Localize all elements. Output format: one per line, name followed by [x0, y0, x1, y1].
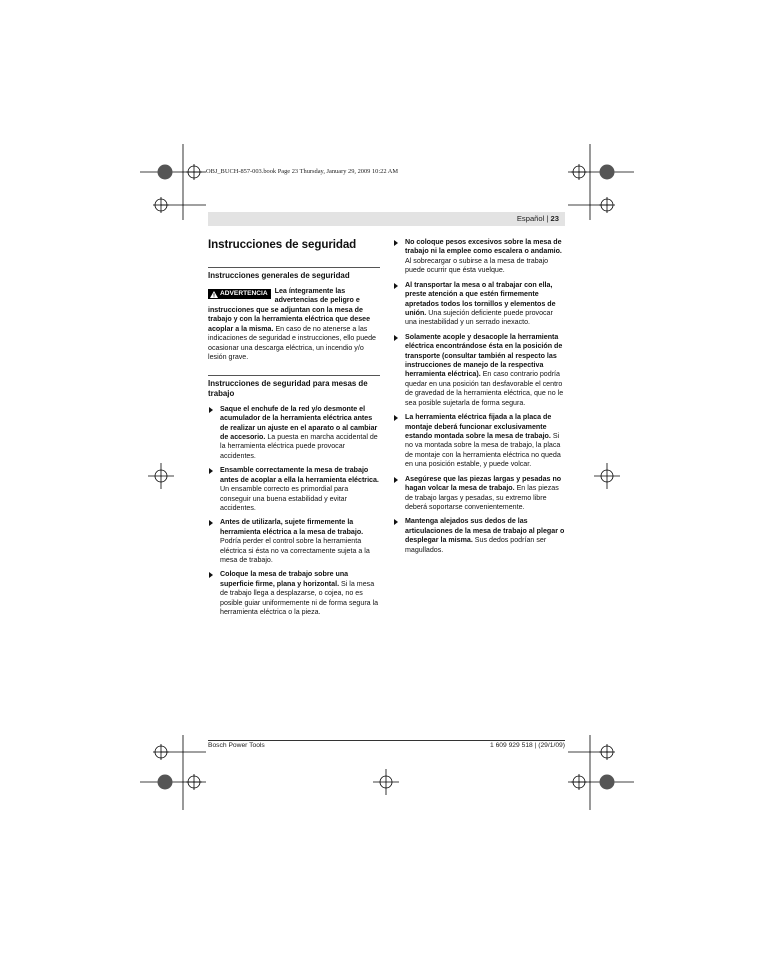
item-text: Un ensamble correcto es primordial para conseguir una buena estabilidad y evitar accidentes. — [220, 485, 349, 512]
warning-text: En caso de no atenerse a las indicaciones de seguridad e instrucciones, ello puede ocasionar una descarga eléctrica, un incendio y/o lesión grave. — [208, 324, 376, 362]
item-text: Si la mesa de trabajo llega a desplazarse, o cojea, no es posible guiar uniformemente ni de forma segura la herramienta eléctrica o la pieza. — [220, 579, 379, 617]
table-safety-heading: Instrucciones de seguridad para mesas de trabajo — [208, 378, 368, 398]
divider — [208, 267, 380, 268]
item-bold: La herramienta eléctrica fijada a la placa de montaje deberá funcionar exclusivamente estando montada sobre la mesa de trabajo. — [405, 413, 552, 440]
warning-paragraph — [208, 287, 380, 363]
page-number: 23 — [550, 214, 559, 223]
warning-bold-text: Lea íntegramente las advertencias de peligro e instrucciones que se adjuntan con la mesa de trabajo y con la herramienta eléctrica que desee acoplar a la misma. — [208, 287, 371, 333]
page-title: Instrucciones de seguridad — [208, 238, 357, 251]
item-bold: Asegúrese que las piezas largas y pesadas no hagan volcar la mesa de trabajo. — [405, 474, 562, 493]
item-bold: Saque el enchufe de la red y/o desmonte el acumulador de la herramienta eléctrica antes de realizar un ajuste en el aparato o al cambiar de accesorio. — [220, 404, 378, 441]
list-item — [208, 518, 380, 565]
footer-code: 1 609 929 518 | (29/1/09) — [490, 742, 565, 749]
item-text: En caso contrario podría quedar en una posición tan desfavorable el centro de gravedad de la herramienta eléctrica, que no le sea posible sujetarla de forma segura. — [405, 370, 564, 407]
item-bold: Coloque la mesa de trabajo sobre una superficie firme, plana y horizontal. — [220, 570, 349, 588]
item-text: Una sujeción deficiente puede provocar una inestabilidad y un serrado inexacto. — [405, 308, 553, 327]
list-item — [393, 413, 565, 470]
warning-triangle-icon — [210, 291, 218, 298]
crosshair-target-icon — [186, 164, 202, 180]
divider — [208, 375, 380, 376]
item-text: Al sobrecargar o subirse a la mesa de trabajo puede ocurrir que ésta vuelque. — [405, 256, 549, 275]
list-item — [208, 570, 380, 617]
item-bold: No coloque pesos excesivos sobre la mesa de trabajo ni la emplee como escalera o andamio. — [405, 238, 562, 256]
page-header — [208, 212, 565, 226]
warning-badge — [208, 289, 271, 299]
item-bold: Ensamble correctamente la mesa de trabajo antes de acoplar a ella la herramienta eléctrica. — [220, 466, 379, 484]
item-bold: Antes de utilizarla, sujete firmemente la herramienta eléctrica a la mesa de trabajo. — [220, 518, 364, 536]
right-bullet-list — [393, 238, 565, 555]
footer-divider — [208, 740, 565, 741]
print-slug: OBJ_BUCH-857-003.book Page 23 Thursday, January 29, 2009 10:22 AM — [206, 168, 399, 175]
header-language: Español — [516, 214, 545, 223]
list-item — [393, 475, 565, 513]
item-bold: Al transportar la mesa o al trabajar con ella, preste atención a que estén firmemente apretados todos los tornillos y elementos de unión. — [405, 280, 556, 317]
list-item — [393, 281, 565, 328]
left-bullet-list — [208, 405, 380, 618]
item-bold: Mantenga alejados sus dedos de las articulaciones de la mesa de trabajo al plegar o desplegar la misma. — [405, 517, 565, 545]
item-text: La puesta en marcha accidental de la herramienta eléctrica puede provocar accidentes. — [220, 432, 378, 460]
item-text: En las piezas de trabajo largas y pesadas, su extremo libre deberá soportarse convenientemente. — [405, 484, 559, 511]
list-item — [393, 333, 565, 409]
list-item — [208, 466, 380, 513]
header-separator: | — [546, 214, 549, 223]
list-item — [208, 405, 380, 462]
item-text: Podría perder el control sobre la herramienta eléctrica si ésta no va correctamente sujeta a la mesa de trabajo. — [220, 537, 370, 565]
list-item — [393, 238, 565, 276]
right-column — [393, 238, 565, 560]
left-column — [208, 238, 380, 622]
general-safety-heading: Instrucciones generales de seguridad — [208, 271, 350, 280]
footer-brand: Bosch Power Tools — [208, 742, 265, 749]
list-item — [393, 517, 565, 555]
item-text: Sus dedos podrían ser magullados. — [405, 536, 547, 554]
item-text: Si no va montada sobre la mesa de trabajo, la placa de montaje con la herramienta eléctrica no queda en una posición estable, y puede volcar. — [405, 432, 561, 469]
item-bold: Solamente acople y desacople la herramienta eléctrica encontrándose ésta en la posición de transporte (consultar también al respecto las instrucciones de manejo de la respectiva herramienta eléctrica). — [405, 332, 563, 379]
warning-badge-label: ADVERTENCIA — [220, 290, 268, 297]
